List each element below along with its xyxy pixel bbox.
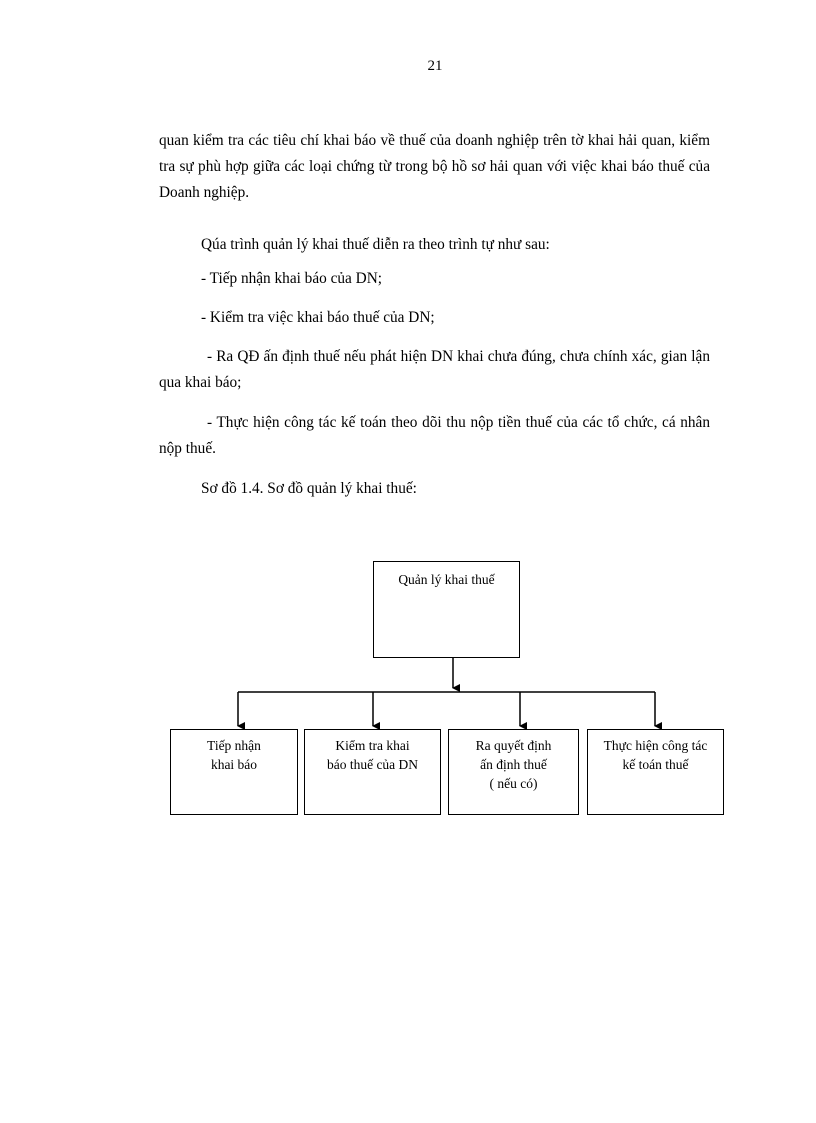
page-number: 21 <box>427 58 443 74</box>
paragraph-process-intro: Qúa trình quản lý khai thuế diễn ra theo trình tự như sau: <box>201 236 550 253</box>
diagram-caption: Sơ đồ 1.4. Sơ đồ quản lý khai thuế: <box>201 480 417 497</box>
diagram-label-check: Kiểm tra khai báo thuế của DN <box>326 738 419 772</box>
list-item-receive: - Tiếp nhận khai báo của DN; <box>201 270 382 287</box>
diagram-label-accounting: Thực hiện công tác kế toán thuế <box>603 738 708 772</box>
diagram-root-box <box>373 561 520 658</box>
paragraph-intro: quan kiểm tra các tiêu chí khai báo về thuế của doanh nghiệp trên tờ khai hải quan, kiểm tra sự phù hợp giữa các loại chứng từ trong bộ hồ sơ hải quan với việc khai báo thuế của Doanh nghiệp. <box>159 132 710 201</box>
list-item-decision: - Ra QĐ ấn định thuế nếu phát hiện DN khai chưa đúng, chưa chính xác, gian lận qua khai báo; <box>159 348 710 391</box>
diagram-label-receive: Tiếp nhận khai báo <box>207 738 261 772</box>
diagram-label-decision: Ra quyết định ấn định thuế ( nếu có) <box>475 738 552 791</box>
list-item-accounting: - Thực hiện công tác kế toán theo dõi thu nộp tiền thuế của các tổ chức, cá nhân nộp thuế. <box>159 414 710 457</box>
diagram-box-receive <box>170 729 298 815</box>
diagram-root-label: Quản lý khai thuế <box>398 572 495 587</box>
list-item-check: - Kiểm tra việc khai báo thuế của DN; <box>201 309 435 326</box>
diagram-box-check <box>304 729 441 815</box>
diagram-box-accounting <box>587 729 724 815</box>
diagram-box-decision <box>448 729 579 815</box>
